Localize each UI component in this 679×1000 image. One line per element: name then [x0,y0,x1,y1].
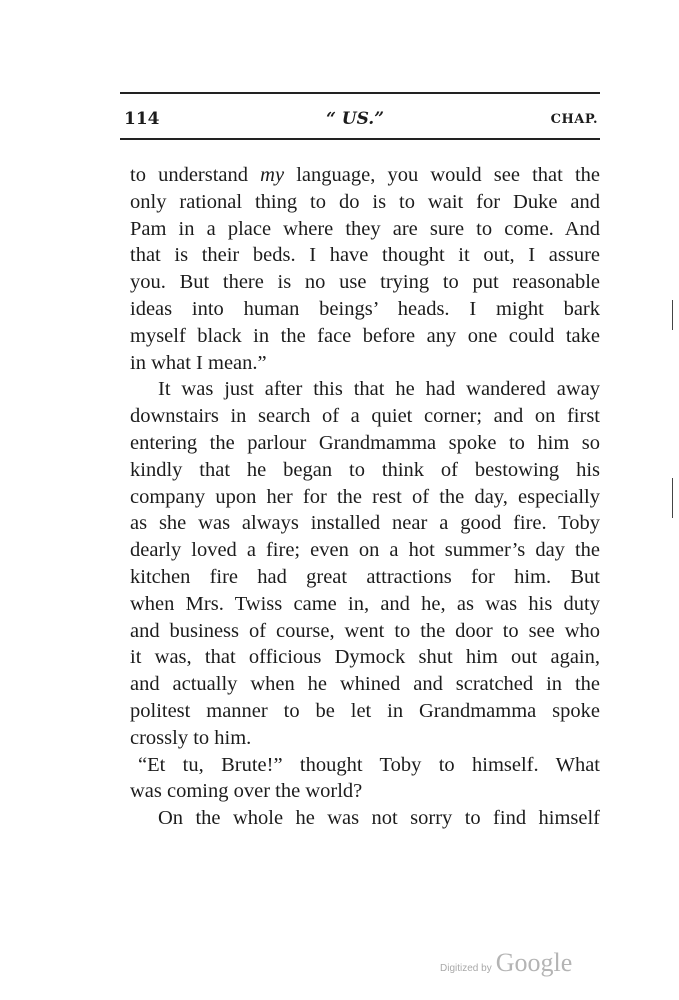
chapter-label: CHAP. [550,111,598,127]
text-line: politest manner to be let in Grandmamma spoke [130,699,600,722]
text-line: in what I mean.” [130,351,267,374]
text-line: entering the parlour Grandmamma spoke to him so [130,431,600,454]
text-line: only rational thing to do is to wait for Duke and [130,190,600,213]
text-line: it was, that officious Dymock shut him out again, [130,646,600,669]
google-logo: Google [495,948,573,977]
page-number: 114 [124,109,160,129]
digitized-by-label: Digitized by [440,963,492,974]
header-rule-top [120,92,600,94]
text-line: to understand my language, you would see that the [130,164,600,186]
paragraph-start-line: “Et tu, Brute!” thought Toby to himself. What [138,753,600,776]
running-title: “ US.” [326,109,384,129]
text-line: crossly to him. [130,726,252,749]
text-line: company upon her for the rest of the day, especially [130,485,600,508]
page-body [130,162,600,832]
text-line: kindly that he began to think of bestowing his [130,458,600,481]
scan-margin-mark [672,478,673,518]
header-rule-bottom [120,138,600,140]
paragraph-start-line: It was just after this that he had wandered away [158,378,600,401]
text-line: dearly loved a fire; even on a hot summer’s day the [130,539,600,562]
text-line: when Mrs. Twiss came in, and he, as was his duty [130,592,600,615]
text-line: and business of course, went to the door to see who [130,619,600,642]
scan-margin-mark [672,300,673,330]
text-line: was coming over the world? [130,780,363,803]
digitized-watermark [440,948,572,978]
text-line: kitchen fire had great attractions for him. But [130,565,600,588]
text-line: myself black in the face before any one could take [130,324,600,347]
text-line: Pam in a place where they are sure to come. And [130,217,600,240]
running-header [124,104,598,134]
text-line: you. But there is no use trying to put reasonable [130,271,600,294]
text-line: downstairs in search of a quiet corner; and on first [130,405,600,428]
paragraph-start-line: On the whole he was not sorry to find himself [158,807,600,830]
text-line: that is their beds. I have thought it out, I assure [130,244,600,267]
text-line: ideas into human beings’ heads. I might bark [130,297,600,320]
emphasis: my [260,164,285,186]
text-line: and actually when he whined and scratched in the [130,673,600,696]
text-line: as she was always installed near a good fire. Toby [130,512,600,535]
